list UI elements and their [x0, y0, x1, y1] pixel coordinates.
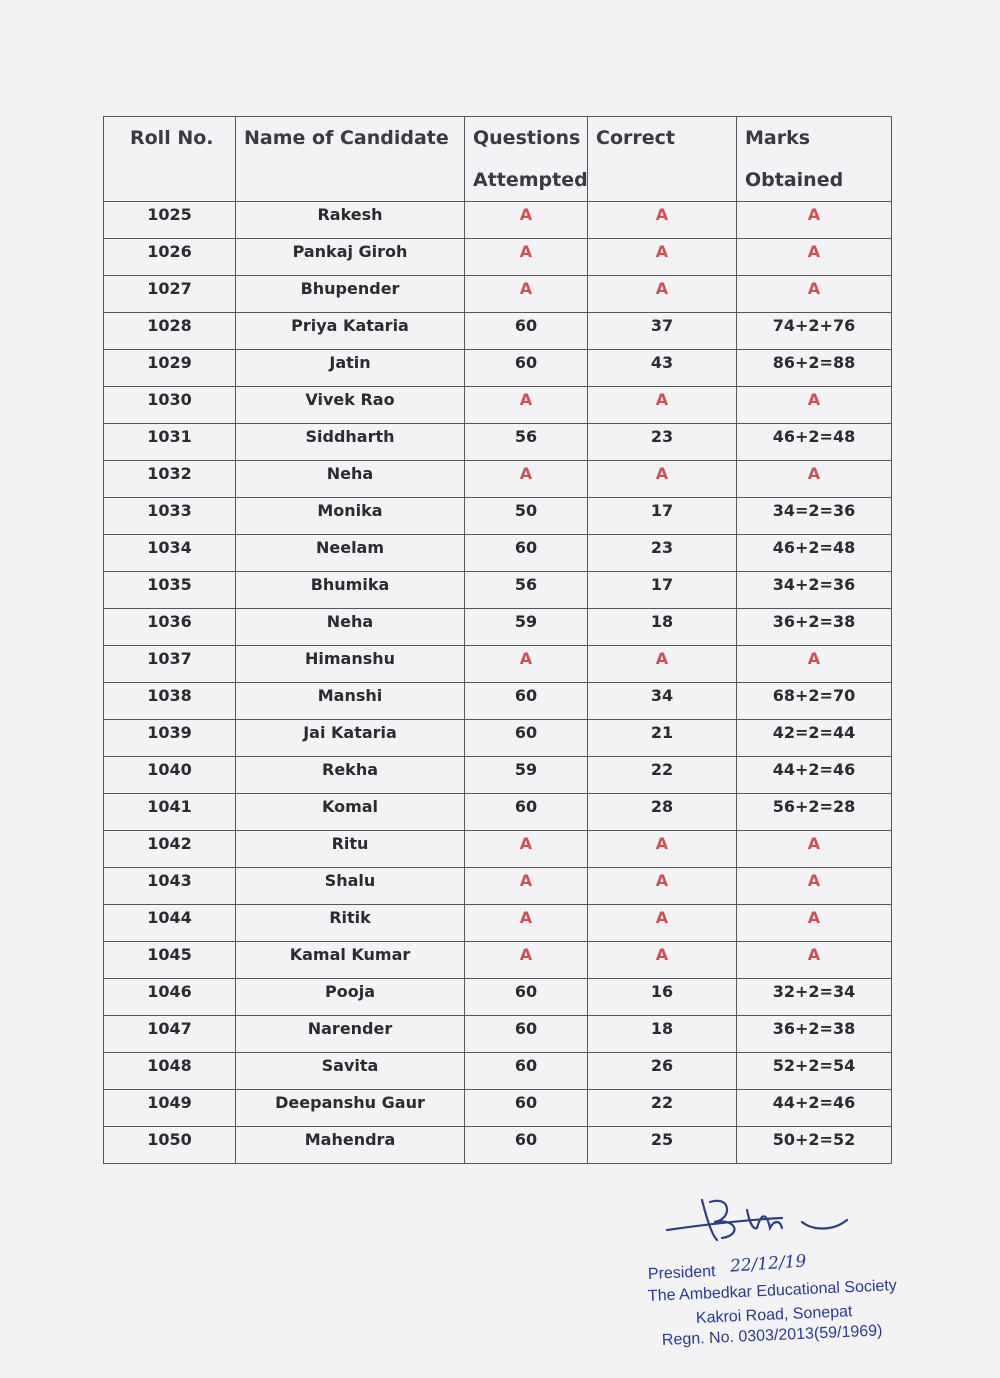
cell-roll-no: 1043 [104, 868, 236, 905]
table-row [104, 1090, 892, 1127]
cell-questions-attempted: 59 [465, 609, 588, 646]
cell-roll-no: 1027 [104, 276, 236, 313]
cell-marks-obtained: 32+2=34 [737, 979, 892, 1016]
cell-marks-obtained: A [737, 461, 892, 498]
cell-questions-attempted: 56 [465, 424, 588, 461]
cell-marks-obtained: 34+2=36 [737, 572, 892, 609]
cell-marks-obtained: A [737, 387, 892, 424]
table-row [104, 1016, 892, 1053]
cell-correct: A [588, 276, 737, 313]
cell-correct: 25 [588, 1127, 737, 1164]
results-table [103, 116, 892, 1164]
cell-questions-attempted: A [465, 387, 588, 424]
header-questions-attempted: Questions Attempted [465, 117, 588, 202]
cell-questions-attempted: A [465, 461, 588, 498]
cell-marks-obtained: 74+2+76 [737, 313, 892, 350]
table-row [104, 794, 892, 831]
cell-marks-obtained: 42=2=44 [737, 720, 892, 757]
cell-marks-obtained: 46+2=48 [737, 424, 892, 461]
cell-candidate-name: Rekha [236, 757, 465, 794]
cell-marks-obtained: 86+2=88 [737, 350, 892, 387]
cell-correct: 34 [588, 683, 737, 720]
cell-marks-obtained: A [737, 905, 892, 942]
table-row [104, 609, 892, 646]
cell-roll-no: 1042 [104, 831, 236, 868]
table-row [104, 720, 892, 757]
cell-correct: 16 [588, 979, 737, 1016]
cell-correct: 28 [588, 794, 737, 831]
cell-roll-no: 1041 [104, 794, 236, 831]
table-row [104, 313, 892, 350]
stamp-organization: The Ambedkar Educational Society [647, 1277, 898, 1305]
cell-candidate-name: Komal [236, 794, 465, 831]
cell-marks-obtained: A [737, 239, 892, 276]
cell-candidate-name: Pooja [236, 979, 465, 1016]
table-header-row [104, 117, 892, 202]
table-row [104, 387, 892, 424]
table-row [104, 535, 892, 572]
cell-correct: 23 [588, 535, 737, 572]
cell-correct: 17 [588, 572, 737, 609]
cell-candidate-name: Ritu [236, 831, 465, 868]
cell-roll-no: 1049 [104, 1090, 236, 1127]
cell-questions-attempted: A [465, 905, 588, 942]
cell-roll-no: 1047 [104, 1016, 236, 1053]
cell-correct: 43 [588, 350, 737, 387]
cell-questions-attempted: 60 [465, 979, 588, 1016]
cell-correct: A [588, 868, 737, 905]
cell-questions-attempted: 59 [465, 757, 588, 794]
cell-questions-attempted: A [465, 276, 588, 313]
cell-candidate-name: Jai Kataria [236, 720, 465, 757]
cell-candidate-name: Monika [236, 498, 465, 535]
cell-candidate-name: Manshi [236, 683, 465, 720]
cell-correct: A [588, 387, 737, 424]
cell-roll-no: 1040 [104, 757, 236, 794]
cell-correct: 18 [588, 609, 737, 646]
cell-correct: 22 [588, 757, 737, 794]
cell-candidate-name: Priya Kataria [236, 313, 465, 350]
cell-marks-obtained: 44+2=46 [737, 1090, 892, 1127]
cell-roll-no: 1037 [104, 646, 236, 683]
cell-marks-obtained: A [737, 202, 892, 239]
cell-correct: 17 [588, 498, 737, 535]
stamp-registration: Regn. No. 0303/2013(59/1969) [661, 1322, 883, 1349]
cell-questions-attempted: 56 [465, 572, 588, 609]
cell-correct: A [588, 461, 737, 498]
cell-candidate-name: Ritik [236, 905, 465, 942]
cell-questions-attempted: 50 [465, 498, 588, 535]
cell-candidate-name: Narender [236, 1016, 465, 1053]
cell-correct: 21 [588, 720, 737, 757]
cell-questions-attempted: 60 [465, 720, 588, 757]
cell-marks-obtained: A [737, 276, 892, 313]
table-row [104, 683, 892, 720]
cell-correct: 26 [588, 1053, 737, 1090]
cell-correct: 23 [588, 424, 737, 461]
cell-roll-no: 1034 [104, 535, 236, 572]
cell-candidate-name: Neha [236, 461, 465, 498]
cell-correct: A [588, 905, 737, 942]
cell-marks-obtained: 36+2=38 [737, 609, 892, 646]
cell-questions-attempted: A [465, 646, 588, 683]
cell-candidate-name: Himanshu [236, 646, 465, 683]
cell-roll-no: 1046 [104, 979, 236, 1016]
cell-roll-no: 1029 [104, 350, 236, 387]
cell-marks-obtained: A [737, 942, 892, 979]
table-row [104, 831, 892, 868]
table-row [104, 905, 892, 942]
cell-candidate-name: Savita [236, 1053, 465, 1090]
table-row [104, 202, 892, 239]
table-row [104, 646, 892, 683]
cell-roll-no: 1036 [104, 609, 236, 646]
cell-marks-obtained: A [737, 868, 892, 905]
cell-roll-no: 1039 [104, 720, 236, 757]
cell-roll-no: 1033 [104, 498, 236, 535]
header-marks-obtained: Marks Obtained [737, 117, 892, 202]
cell-marks-obtained: 68+2=70 [737, 683, 892, 720]
table-row [104, 572, 892, 609]
header-roll-no: Roll No. [104, 117, 236, 202]
stamp-address: Kakroi Road, Sonepat [695, 1303, 853, 1327]
cell-marks-obtained: 46+2=48 [737, 535, 892, 572]
cell-questions-attempted: 60 [465, 535, 588, 572]
cell-candidate-name: Pankaj Giroh [236, 239, 465, 276]
cell-candidate-name: Neha [236, 609, 465, 646]
cell-correct: A [588, 646, 737, 683]
table-body [104, 202, 892, 1164]
cell-questions-attempted: 60 [465, 1053, 588, 1090]
cell-roll-no: 1035 [104, 572, 236, 609]
cell-questions-attempted: A [465, 239, 588, 276]
cell-questions-attempted: 60 [465, 1127, 588, 1164]
cell-roll-no: 1030 [104, 387, 236, 424]
cell-correct: A [588, 942, 737, 979]
cell-correct: 22 [588, 1090, 737, 1127]
table-row [104, 276, 892, 313]
table-row [104, 979, 892, 1016]
cell-candidate-name: Mahendra [236, 1127, 465, 1164]
cell-marks-obtained: 52+2=54 [737, 1053, 892, 1090]
table-row [104, 868, 892, 905]
table-row [104, 757, 892, 794]
table-row [104, 942, 892, 979]
cell-questions-attempted: A [465, 202, 588, 239]
cell-candidate-name: Rakesh [236, 202, 465, 239]
cell-candidate-name: Siddharth [236, 424, 465, 461]
cell-roll-no: 1044 [104, 905, 236, 942]
cell-marks-obtained: 56+2=28 [737, 794, 892, 831]
cell-marks-obtained: 44+2=46 [737, 757, 892, 794]
cell-marks-obtained: 36+2=38 [737, 1016, 892, 1053]
cell-roll-no: 1026 [104, 239, 236, 276]
cell-correct: A [588, 831, 737, 868]
header-name-of-candidate: Name of Candidate [236, 117, 465, 202]
cell-roll-no: 1048 [104, 1053, 236, 1090]
cell-correct: A [588, 239, 737, 276]
cell-roll-no: 1031 [104, 424, 236, 461]
cell-candidate-name: Deepanshu Gaur [236, 1090, 465, 1127]
stamp-title: President [647, 1263, 716, 1283]
table-row [104, 461, 892, 498]
table-row [104, 424, 892, 461]
cell-candidate-name: Bhupender [236, 276, 465, 313]
cell-marks-obtained: 34=2=36 [737, 498, 892, 535]
cell-questions-attempted: 60 [465, 350, 588, 387]
cell-questions-attempted: 60 [465, 313, 588, 350]
header-correct: Correct [588, 117, 737, 202]
cell-candidate-name: Kamal Kumar [236, 942, 465, 979]
cell-marks-obtained: 50+2=52 [737, 1127, 892, 1164]
cell-questions-attempted: A [465, 831, 588, 868]
cell-questions-attempted: 60 [465, 1090, 588, 1127]
cell-candidate-name: Neelam [236, 535, 465, 572]
handwritten-signature [662, 1190, 862, 1250]
cell-candidate-name: Vivek Rao [236, 387, 465, 424]
table-row [104, 498, 892, 535]
cell-correct: A [588, 202, 737, 239]
cell-correct: 37 [588, 313, 737, 350]
cell-roll-no: 1028 [104, 313, 236, 350]
cell-marks-obtained: A [737, 831, 892, 868]
table-row [104, 350, 892, 387]
cell-roll-no: 1025 [104, 202, 236, 239]
cell-candidate-name: Jatin [236, 350, 465, 387]
cell-questions-attempted: A [465, 868, 588, 905]
cell-roll-no: 1045 [104, 942, 236, 979]
cell-roll-no: 1038 [104, 683, 236, 720]
cell-candidate-name: Bhumika [236, 572, 465, 609]
cell-questions-attempted: A [465, 942, 588, 979]
cell-roll-no: 1050 [104, 1127, 236, 1164]
cell-questions-attempted: 60 [465, 1016, 588, 1053]
table-row [104, 239, 892, 276]
signature-stamp [640, 1190, 940, 1350]
cell-candidate-name: Shalu [236, 868, 465, 905]
table-row [104, 1127, 892, 1164]
cell-questions-attempted: 60 [465, 683, 588, 720]
cell-roll-no: 1032 [104, 461, 236, 498]
signature-date: 22/12/19 [729, 1251, 807, 1277]
cell-correct: 18 [588, 1016, 737, 1053]
table-row [104, 1053, 892, 1090]
cell-marks-obtained: A [737, 646, 892, 683]
cell-questions-attempted: 60 [465, 794, 588, 831]
